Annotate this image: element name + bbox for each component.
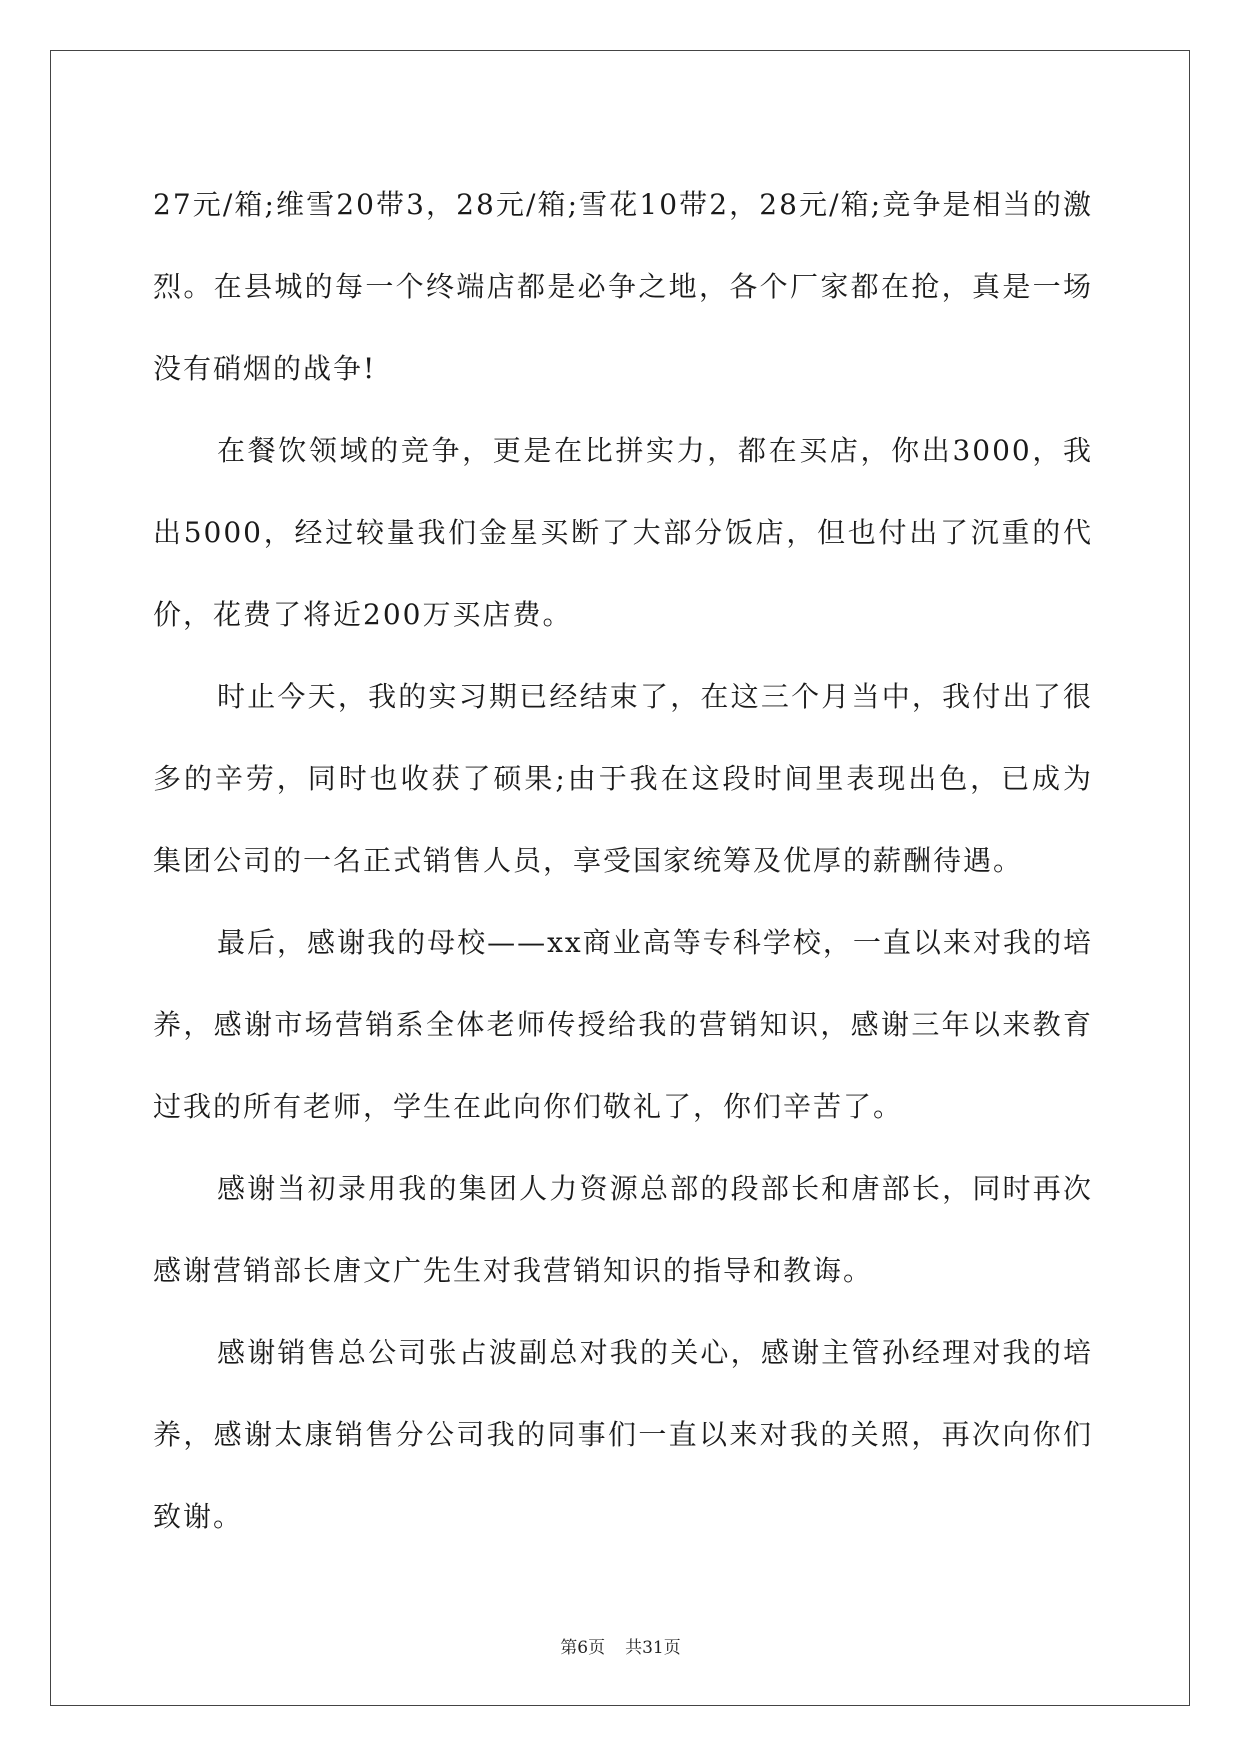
document-body (153, 164, 1093, 1558)
page-footer (0, 1637, 1241, 1659)
paragraph-2: 在餐饮领域的竞争，更是在比拼实力，都在买店，你出3000，我出5000，经过较量我们金星买断了大部分饭店，但也付出了沉重的代价，花费了将近200万买店费。 (153, 434, 1093, 631)
paragraph-1: 27元/箱;维雪20带3，28元/箱;雪花10带2，28元/箱;竞争是相当的激烈。在县城的每一个终端店都是必争之地，各个厂家都在抢，真是一场没有硝烟的战争! (153, 188, 1093, 385)
paragraph-6: 感谢销售总公司张占波副总对我的关心，感谢主管孙经理对我的培养，感谢太康销售分公司我的同事们一直以来对我的关照，再次向你们致谢。 (153, 1336, 1093, 1533)
paragraph-3: 时止今天，我的实习期已经结束了，在这三个月当中，我付出了很多的辛劳，同时也收获了硕果;由于我在这段时间里表现出色，已成为集团公司的一名正式销售人员，享受国家统筹及优厚的薪酬待遇。 (153, 680, 1093, 877)
paragraph-4: 最后，感谢我的母校——xx商业高等专科学校，一直以来对我的培养，感谢市场营销系全体老师传授给我的营销知识，感谢三年以来教育过我的所有老师，学生在此向你们敬礼了，你们辛苦了。 (153, 926, 1093, 1123)
page-number: 第6页 (560, 1638, 606, 1658)
page-total: 共31页 (625, 1638, 681, 1658)
paragraph-5: 感谢当初录用我的集团人力资源总部的段部长和唐部长，同时再次感谢营销部长唐文广先生对我营销知识的指导和教诲。 (153, 1172, 1093, 1287)
